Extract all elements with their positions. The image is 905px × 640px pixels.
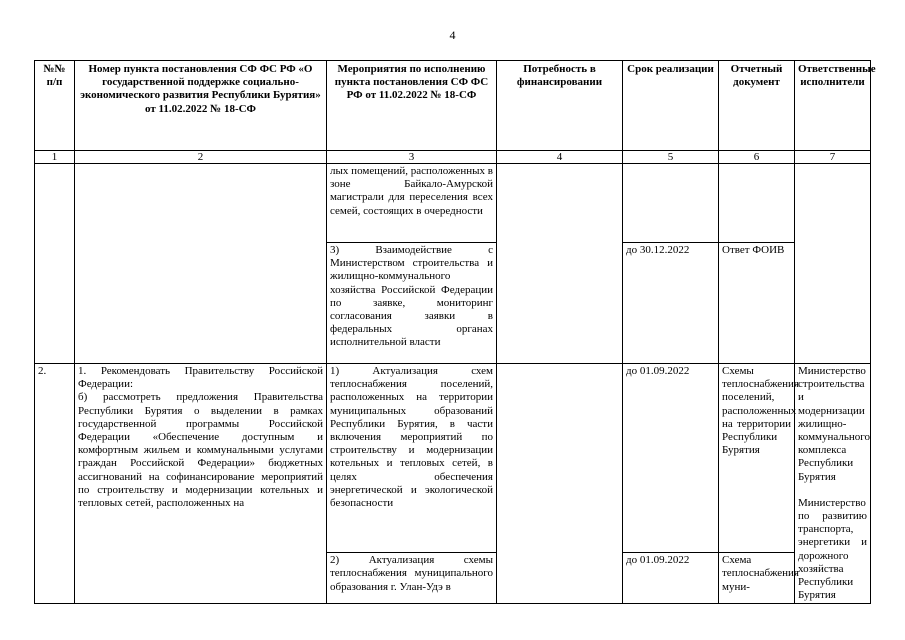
report-document-cell: Схемы теплоснабжения поселений, расположенных на территории Республики Бурятия (719, 364, 795, 553)
table-row (35, 164, 871, 243)
report-document-cell (719, 164, 795, 243)
header-deadline: Срок реализации (623, 61, 719, 151)
header-funding: Потребность в финансировании (497, 61, 623, 151)
table-header-row (35, 61, 871, 151)
row-number-cell (35, 164, 75, 364)
resolution-item-text: б) рассмотреть предложения Правительства Республики Бурятия о выделении в рамках государственной программы Российской Федерации «Обеспечение доступным и комфортным жильем и коммунальными услугами граждан Российской Федерации» бюджетных ассигнований на софинансирование мероприятий по строительству и модернизации котельных и тепловых сетей, расположенных на (78, 391, 323, 510)
responsible-cell (795, 364, 871, 604)
report-document-cell: Ответ ФОИВ (719, 243, 795, 364)
page-number: 4 (449, 28, 456, 42)
deadline-cell: до 01.09.2022 (623, 553, 719, 604)
funding-cell (497, 364, 623, 604)
column-number: 1 (35, 151, 75, 164)
column-number: 5 (623, 151, 719, 164)
column-number: 7 (795, 151, 871, 164)
responsible-text: Министерство строительства и модернизации жилищно-коммунального комплекса Республики Бурятия (798, 365, 870, 483)
column-number: 3 (327, 151, 497, 164)
column-number: 2 (75, 151, 327, 164)
measures-table (34, 60, 876, 604)
deadline-cell: до 01.09.2022 (623, 364, 719, 553)
responsible-cell (795, 164, 871, 364)
measure-cell: лых помещений, расположенных в зоне Байкало-Амурской магистрали для переселения всех семей, состоящих в очередности (327, 164, 497, 243)
resolution-item-text: 1. Рекомендовать Правительству Российской Федерации: (78, 365, 323, 391)
column-number: 4 (497, 151, 623, 164)
header-measures: Мероприятия по исполнению пункта постановления СФ ФС РФ от 11.02.2022 № 18-СФ (327, 61, 497, 151)
resolution-item-cell (75, 364, 327, 604)
funding-cell (497, 164, 623, 364)
header-responsible: Ответственные исполнители (795, 61, 871, 151)
header-resolution-item: Номер пункта постановления СФ ФС РФ «О государственной поддержке социально-экономического развития Республики Бурятия» от 11.02.2022 № 18-СФ (75, 61, 327, 151)
table-row (35, 364, 871, 553)
column-number: 6 (719, 151, 795, 164)
header-number: №№ п/п (35, 61, 75, 151)
deadline-cell: до 30.12.2022 (623, 243, 719, 364)
column-numbers-row (35, 151, 871, 164)
responsible-text: Министерство по развитию транспорта, энергетики и дорожного хозяйства Республики Бурятия (798, 496, 867, 602)
measure-cell: 2) Актуализация схемы теплоснабжения муниципального образования г. Улан-Удэ в (327, 553, 497, 604)
measure-cell: 1) Актуализация схем теплоснабжения поселений, расположенных на территории муниципальных образований Республики Бурятия, в части включения мероприятий по строительству и модернизации котельных и тепловых сетей, в целях обеспечения энергетической и экологической безопасности (327, 364, 497, 553)
resolution-item-cell (75, 164, 327, 364)
header-report-document: Отчетный документ (719, 61, 795, 151)
row-number-cell: 2. (35, 364, 75, 604)
measure-cell: 3) Взаимодействие с Министерством строительства и жилищно-коммунального хозяйства Российской Федерации по заявке, мониторинг согласования заявки в федеральных органах исполнительной власти (327, 243, 497, 364)
report-document-cell: Схема теплоснабжения муни- (719, 553, 795, 604)
deadline-cell (623, 164, 719, 243)
